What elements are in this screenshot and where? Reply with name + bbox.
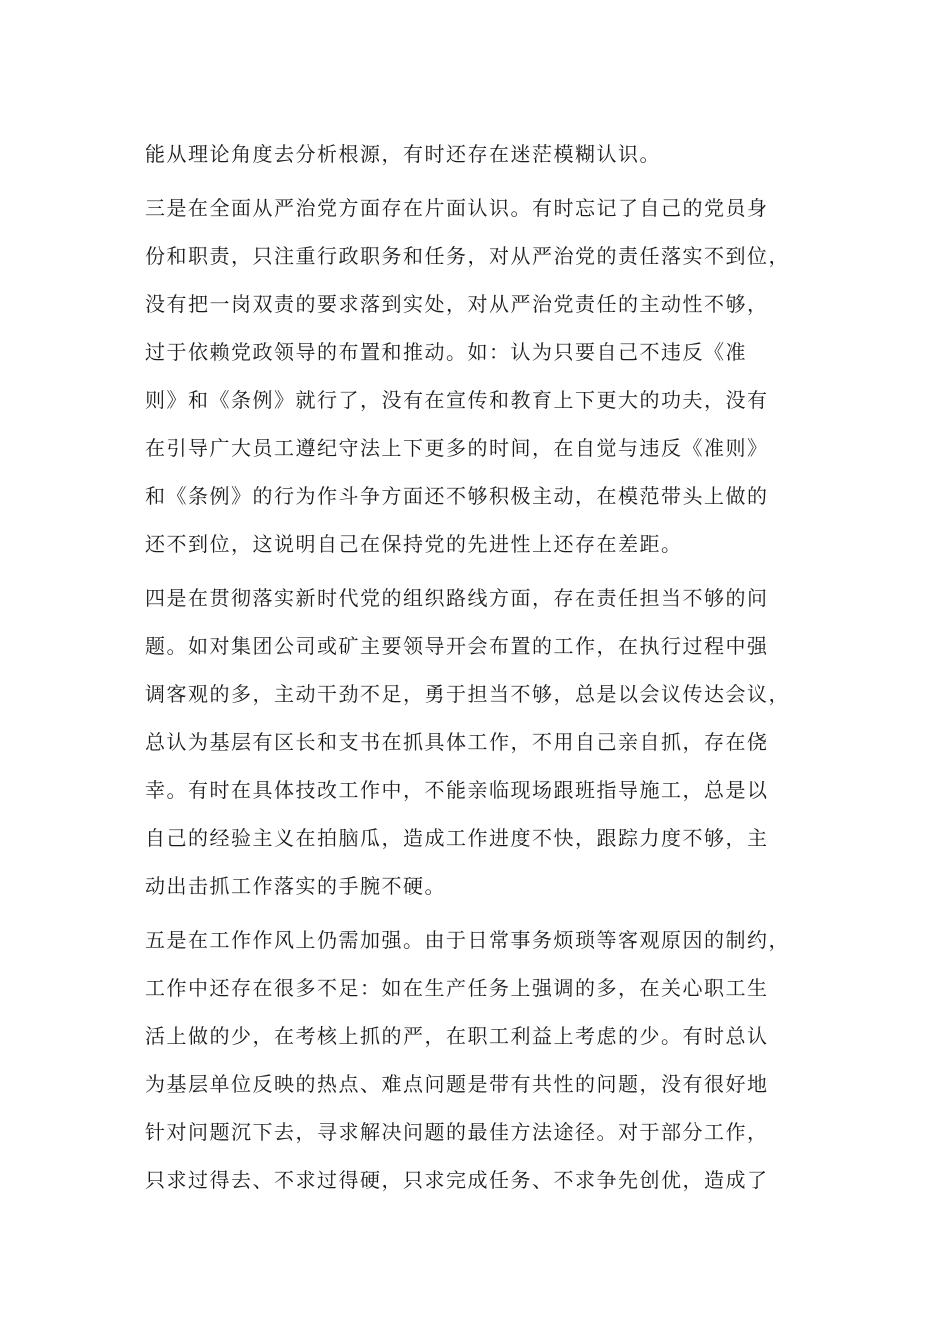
text-line: 能从理论角度去分析根源，有时还存在迷茫模糊认识。 [145,142,661,166]
text-line: 则》和《条例》就行了，没有在宣传和教育上下更大的功夫，没有 [145,388,769,412]
text-line: 总认为基层有区长和支书在抓具体工作，不用自己亲自抓，存在侥 [145,730,769,754]
text-line: 为基层单位反映的热点、难点问题是带有共性的问题，没有很好地 [145,1072,769,1096]
text-line: 三是在全面从严治党方面存在片面认识。有时忘记了自己的党员身 [145,196,769,220]
text-line: 工作中还存在很多不足：如在生产任务上强调的多，在关心职工生 [145,976,769,1000]
text-line: 和《条例》的行为作斗争方面还不够积极主动，在模范带头上做的 [145,484,769,508]
text-line: 份和职责，只注重行政职务和任务，对从严治党的责任落实不到位， [145,244,790,268]
text-line: 自己的经验主义在拍脑瓜，造成工作进度不快，跟踪力度不够，主 [145,826,769,850]
text-line: 四是在贯彻落实新时代党的组织路线方面，存在责任担当不够的问 [145,586,769,610]
text-line: 五是在工作作风上仍需加强。由于日常事务烦琐等客观原因的制约， [145,928,790,952]
text-line: 动出击抓工作落实的手腕不硬。 [145,874,446,898]
document-body-text [145,130,835,1204]
text-line: 在引导广大员工遵纪守法上下更多的时间，在自觉与违反《准则》 [145,436,769,460]
text-line: 针对问题沉下去，寻求解决问题的最佳方法途径。对于部分工作， [145,1120,769,1144]
text-line: 题。如对集团公司或矿主要领导开会布置的工作，在执行过程中强 [145,634,769,658]
text-line: 还不到位，这说明自己在保持党的先进性上还存在差距。 [145,532,683,556]
text-line: 调客观的多，主动干劲不足，勇于担当不够，总是以会议传达会议， [145,682,790,706]
text-line: 活上做的少，在考核上抓的严，在职工利益上考虑的少。有时总认 [145,1024,769,1048]
text-line: 只求过得去、不求过得硬，只求完成任务、不求争先创优，造成了 [145,1168,769,1192]
text-line: 幸。有时在具体技改工作中，不能亲临现场跟班指导施工，总是以 [145,778,769,802]
text-line: 没有把一岗双责的要求落到实处，对从严治党责任的主动性不够， [145,292,769,316]
text-line: 过于依赖党政领导的布置和推动。如：认为只要自己不违反《准 [145,340,747,364]
